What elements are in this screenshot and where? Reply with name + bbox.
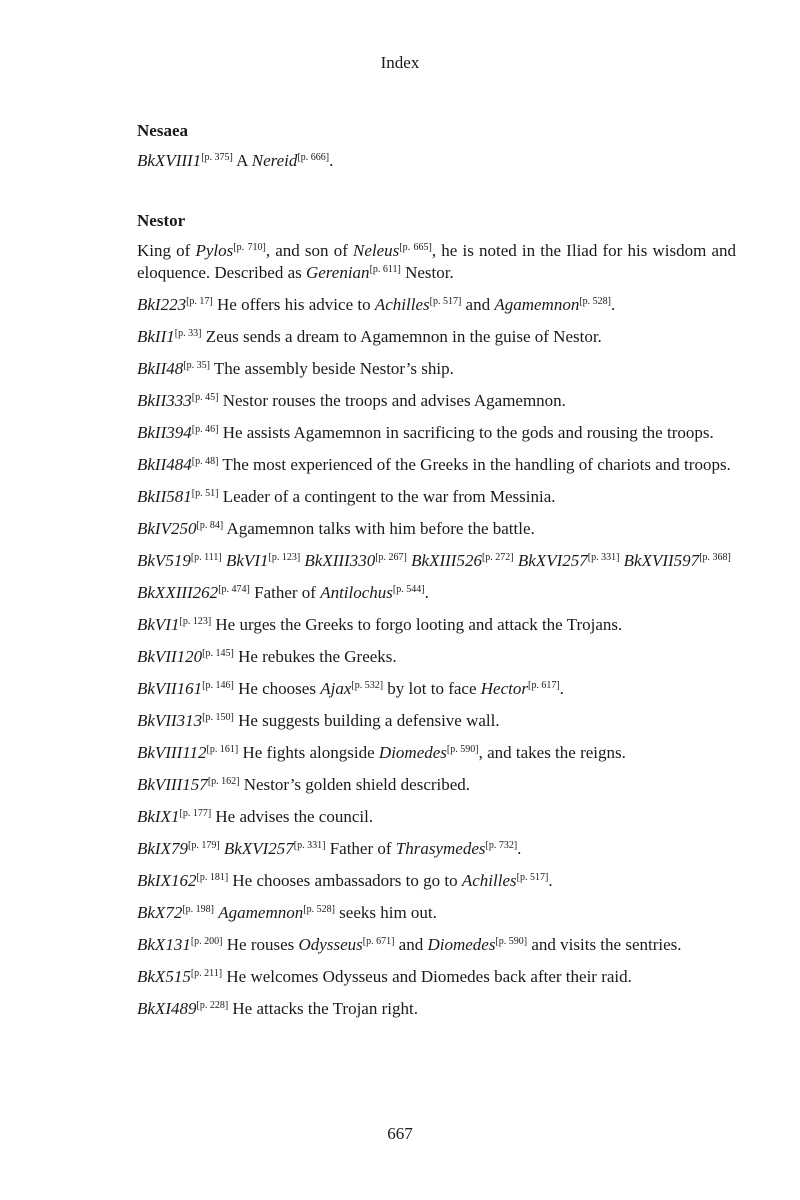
cross-reference-link[interactable]: BkX131 [137,935,191,954]
index-entry [137,518,736,540]
index-entry [137,390,736,412]
page-reference: [p. 84] [196,520,224,531]
page-reference: [p. 544] [392,584,425,595]
entry-text: and [394,935,428,954]
entry-text: Father of [325,839,396,858]
cross-reference-link[interactable]: BkII1 [137,327,175,346]
page-reference: [p. 51] [191,488,219,499]
page-reference: [p. 181] [196,872,229,883]
cross-reference-link[interactable]: BkXI489 [137,999,197,1018]
entry-text: . [424,583,429,602]
cross-reference-link[interactable]: BkIX79 [137,839,188,858]
page-reference: [p. 617] [527,680,560,691]
page-reference: [p. 528] [303,904,335,915]
cross-reference-link[interactable]: BkVI1 [137,615,180,634]
entry-text: A [232,151,252,170]
cross-reference-link[interactable]: BkXXIII262 [137,583,219,602]
cross-reference-link[interactable]: BkVIII157 [137,775,208,794]
page-reference: [p. 146] [202,680,234,691]
page-reference: [p. 228] [196,1000,229,1011]
entry-text: Nestor. [400,263,454,282]
cross-reference-link[interactable]: BkIX162 [137,871,197,890]
entry-text: He welcomes Odysseus and Diomedes back after their raid. [222,967,632,986]
entry-text: . [517,839,522,858]
page-reference: [p. 162] [207,776,240,787]
index-entry [137,998,736,1020]
cross-reference-link[interactable]: Pylos [195,241,234,260]
cross-reference-link[interactable]: Agamemnon [494,295,580,314]
entry-text: by lot to face [383,679,481,698]
cross-reference-link[interactable]: BkXVI257 [517,551,588,570]
index-entry [137,486,736,508]
page-reference: [p. 33] [174,328,202,339]
entry-text: and visits the sentries. [527,935,682,954]
index-entry [137,742,736,764]
entry-text: , he is noted in the Iliad for his wisdom and eloquence. Described as [137,241,736,282]
entry-text: , and takes the reigns. [478,743,626,762]
page-reference: [p. 48] [191,456,219,467]
page-reference: [p. 671] [362,936,395,947]
entry-text: Zeus sends a dream to Agamemnon in the guise of Nestor. [201,327,602,346]
cross-reference-link[interactable]: BkVII120 [137,647,203,666]
page-reference: [p. 611] [369,264,401,275]
index-heading: Nesaea [137,121,188,140]
entry-text: The most experienced of the Greeks in the handling of chariots and troops. [218,455,731,474]
cross-reference-link[interactable]: Odysseus [298,935,363,954]
index-entry [137,678,736,700]
cross-reference-link[interactable]: Hector [480,679,528,698]
cross-reference-link[interactable]: BkVII161 [137,679,203,698]
cross-reference-link[interactable]: BkI223 [137,295,187,314]
cross-reference-link[interactable]: Achilles [374,295,430,314]
cross-reference-link[interactable]: Thrasymedes [395,839,486,858]
page-reference: [p. 46] [191,424,219,435]
entry-text: He advises the council. [211,807,374,826]
index-entry [137,454,736,476]
cross-reference-link[interactable]: BkV519 [137,551,191,570]
page-reference: [p. 179] [187,840,220,851]
cross-reference-link[interactable]: BkII333 [137,391,192,410]
cross-reference-link[interactable]: BkII484 [137,455,192,474]
page-reference: [p. 665] [399,242,432,253]
page-reference: [p. 272] [481,552,514,563]
page-reference: [p. 517] [429,296,462,307]
index-heading: Nestor [137,211,186,230]
index-entry [137,774,736,796]
entry-text: Father of [249,583,321,602]
cross-reference-link[interactable]: Diomedes [378,743,447,762]
entry-text: King of [137,241,196,260]
entry-text: He rebukes the Greeks. [233,647,397,666]
index-entry [137,934,736,956]
entry-text: He fights alongside [238,743,379,762]
index-entry [137,326,736,348]
page-reference: [p. 35] [183,360,210,371]
index-entry [137,806,736,828]
cross-reference-link[interactable]: Diomedes [427,935,496,954]
entry-text: He offers his advice to [212,295,375,314]
page-reference: [p. 45] [191,392,219,403]
entry-text: He chooses ambassadors to go to [228,871,462,890]
page-reference: [p. 517] [516,872,549,883]
index-content [137,120,736,1030]
entry-text: He chooses [233,679,321,698]
cross-reference-link[interactable]: Antilochus [320,583,393,602]
page-reference: [p. 528] [579,296,611,307]
page-reference: [p. 710] [233,242,266,253]
page-number: 667 [387,1124,413,1143]
index-entry [137,646,736,668]
page-reference: [p. 150] [202,712,234,723]
cross-reference-link[interactable]: Nereid [251,151,298,170]
entry-text: He rouses [222,935,299,954]
cross-reference-link[interactable]: BkVII313 [137,711,203,730]
page-reference: [p. 177] [179,808,212,819]
page-reference: [p. 211] [190,968,223,979]
entry-text: . [559,679,564,698]
cross-reference-link[interactable]: Neleus [353,241,400,260]
cross-reference-link[interactable]: Achilles [461,871,517,890]
entry-text: He assists Agamemnon in sacrificing to the gods and rousing the troops. [218,423,714,442]
entry-text: Nestor rouses the troops and advises Agamemnon. [218,391,566,410]
entry-text: . [329,151,334,170]
index-entry [137,422,736,444]
index-entry [137,294,736,316]
entry-text: seeks him out. [334,903,437,922]
cross-reference-link[interactable]: BkII394 [137,423,192,442]
cross-reference-link[interactable]: BkXIII526 [411,551,482,570]
cross-reference-link[interactable]: BkX515 [137,967,191,986]
page-reference: [p. 123] [179,616,212,627]
page-reference: [p. 590] [446,744,479,755]
cross-reference-link[interactable]: BkII48 [137,359,184,378]
cross-reference-link[interactable]: BkXVII597 [623,551,700,570]
entry-text: Nestor’s golden shield described. [239,775,471,794]
cross-reference-link[interactable]: BkVIII112 [137,743,207,762]
entry-text: The assembly beside Nestor’s ship. [209,359,454,378]
page-reference: [p. 111] [190,552,222,563]
entry-text: , and son of [265,241,354,260]
index-entry [137,902,736,924]
page-reference: [p. 590] [495,936,528,947]
index-entry [137,838,736,860]
page-reference: [p. 200] [190,936,223,947]
index-entry [137,358,736,380]
page-reference: [p. 368] [699,552,731,563]
cross-reference-link[interactable]: Agamemnon [218,903,304,922]
page-reference: [p. 145] [202,648,234,659]
index-entry [137,870,736,892]
entry-text: He suggests building a defensive wall. [233,711,500,730]
index-entry [137,582,736,604]
cross-reference-link[interactable]: Ajax [320,679,352,698]
entry-text: Agamemnon talks with him before the battle. [223,519,535,538]
page-reference: [p. 331] [587,552,620,563]
cross-reference-link[interactable]: BkXIII330 [304,551,376,570]
page-reference: [p. 17] [186,296,213,307]
index-entry [137,240,736,284]
page-reference: [p. 331] [293,840,326,851]
page-reference: [p. 474] [218,584,250,595]
index-entry [137,550,736,572]
index-entry [137,150,736,172]
page-reference: [p. 161] [206,744,239,755]
page-reference: [p. 666] [297,152,330,163]
cross-reference-link[interactable]: BkX72 [137,903,183,922]
entry-text: Leader of a contingent to the war from Messinia. [218,487,556,506]
cross-reference-link[interactable]: BkIX1 [137,807,180,826]
cross-reference-link[interactable]: BkIV250 [137,519,197,538]
cross-reference-link[interactable]: BkVI1 [226,551,269,570]
cross-reference-link[interactable]: BkII581 [137,487,192,506]
index-entry [137,966,736,988]
entry-text: . [611,295,616,314]
entry-text: He attacks the Trojan right. [228,999,418,1018]
index-entry [137,710,736,732]
entry-text: and [461,295,495,314]
cross-reference-link[interactable]: Gerenian [305,263,370,282]
page-reference: [p. 198] [182,904,214,915]
index-entry [137,614,736,636]
entry-text: . [548,871,553,890]
cross-reference-link[interactable]: BkXVI257 [223,839,294,858]
cross-reference-link[interactable]: BkXVIII1 [137,151,202,170]
page-reference: [p. 267] [375,552,407,563]
entry-text: He urges the Greeks to forgo looting and attack the Trojans. [211,615,623,634]
page-reference: [p. 375] [201,152,233,163]
page-reference: [p. 123] [268,552,301,563]
page-reference: [p. 532] [351,680,384,691]
running-head: Index [380,53,420,72]
page-reference: [p. 732] [485,840,518,851]
